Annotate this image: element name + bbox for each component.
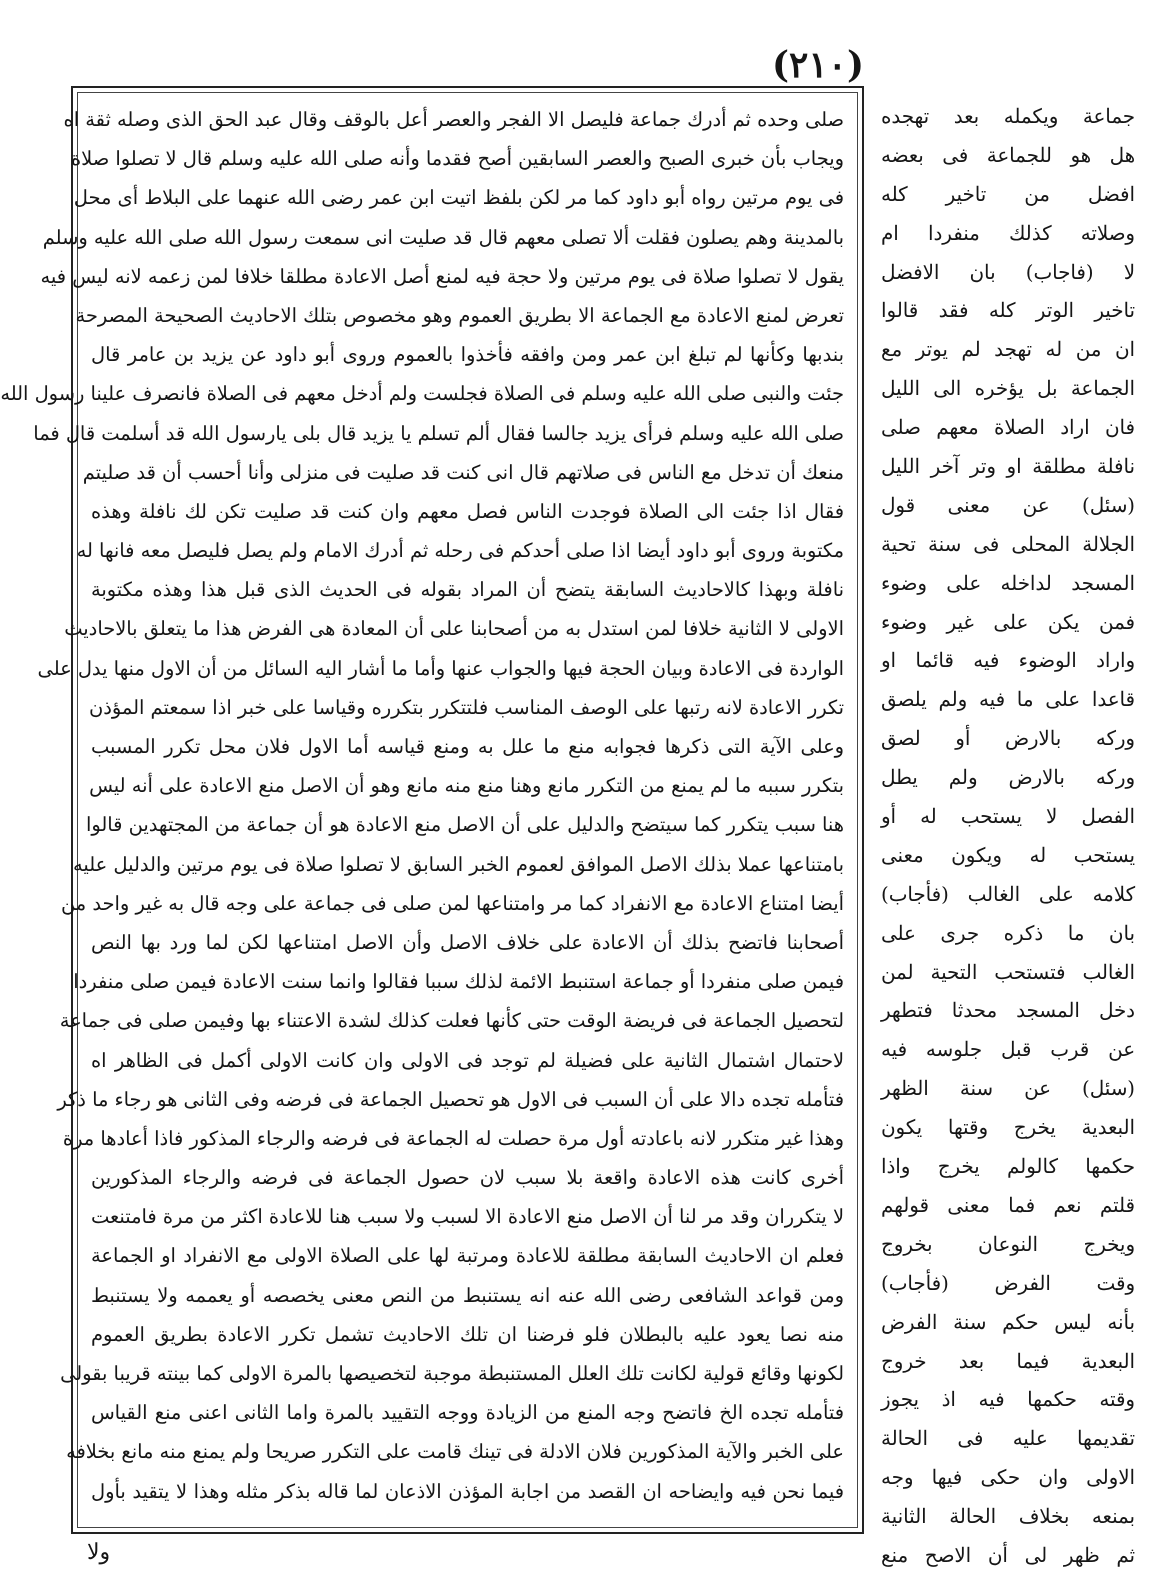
margin-text-line: الفصل لا يستحب له أو: [881, 805, 1135, 829]
main-text-line: هنا سبب يتكرر كما سيتضح والدليل على أن الاصل منع الاعادة هو أن جماعة من المجتهدين قالوا: [85, 813, 844, 837]
margin-text-line: (سئل) عن معنى قول: [881, 493, 1135, 517]
margin-text-line: الاولى وان حكى فيها وجه: [881, 1466, 1135, 1490]
margin-text-line: كلامه على الغالب (فأجاب): [881, 882, 1135, 906]
main-text-line: أيضا امتناع الاعادة مع الانفراد كما مر وامتناعها لمن صلى فى جماعة على وجه قال به غير واحد من: [61, 891, 844, 915]
main-text-line: مكتوبة وروى أبو داود أيضا اذا صلى أحدكم فى رحله ثم أدرك الامام ولم يصل فليصل معه فانها له: [76, 539, 844, 563]
margin-text-line: فمن يكن على غير وضوء: [881, 610, 1135, 634]
main-text-line: لاحتمال اشتمال الثانية على فضيلة لم توجد فى الاولى وان كانت الاولى أكمل فى الظاهر اه: [91, 1048, 844, 1072]
main-text-line: بندبها وكأنها لم تبلغ ابن عمر ومن وافقه فأخذوا بالعموم وروى أبو داود عن يزيد بن عامر قال: [91, 343, 844, 367]
main-text-line: لا يتكرران وقد مر لنا أن الاصل منع الاعادة الا لسبب ولا سبب هنا للاعادة اكثر من مرة فامتنعت: [91, 1205, 844, 1229]
main-text-line: جئت والنبى صلى الله عليه وسلم فى الصلاة فجلست ولم أدخل معهم فى الصلاة فانصرف علينا رسول الله: [0, 382, 844, 406]
margin-text-line: وركه بالارض أو لصق: [881, 727, 1135, 751]
margin-text-line: دخل المسجد محدثا فتطهر: [881, 999, 1135, 1023]
margin-commentary: [881, 98, 1135, 1567]
margin-text-line: المسجد لداخله على وضوء: [881, 571, 1135, 595]
main-text-line: منه نصا يعود عليه بالبطلان فلو فرضنا ان تلك الاحاديث تشمل تكرر الاعادة بطريق العموم: [91, 1322, 844, 1346]
main-text-line: تعرض لمنع الاعادة مع الجماعة الا بطريق العموم وهو مخصوص بتلك الاحاديث الصحيحة المصرحة: [75, 303, 844, 327]
margin-text-line: الجلالة المحلى فى سنة تحية: [881, 532, 1135, 556]
margin-text-line: ثم ظهر لى أن الاصح منع: [881, 1543, 1135, 1567]
main-text-line: فيما نحن فيه وايضاحه ان القصد من اجابة المؤذن الاذعان لما قاله بذكر مثله وهذا لا يتقيد بأول: [91, 1479, 844, 1503]
main-text-frame: [0, 86, 864, 1534]
margin-text-line: الجماعة بل يؤخره الى الليل: [881, 377, 1135, 401]
main-text-line: ومن قواعد الشافعى رضى الله عنه انه يستنبط من النص معنى يخصصه أو يعممه ولا يستنبط: [91, 1283, 844, 1307]
main-text-line: نافلة وبهذا كالاحاديث السابقة يتضح أن المراد بقوله فى الحديث الذى قبل هذا وهذه مكتوبة: [91, 578, 844, 602]
margin-text-line: تقديمها عليه فى الحالة: [881, 1427, 1135, 1451]
main-text-line: تكرر الاعادة لانه رتبها على الوصف المناسب فلتتكرر بتكرره وقياسا على خبر اذا سمعتم المؤذن: [89, 695, 844, 719]
catchword: ولا: [87, 1540, 111, 1565]
margin-text-line: هل هو للجماعة فى بعضه: [881, 143, 1135, 167]
main-text-line: فعلم ان الاحاديث السابقة مطلقة للاعادة ومرتبة لها على الصلاة الاولى مع الانفراد او الجماعة: [91, 1244, 844, 1268]
margin-text-line: بمنعه بخلاف الحالة الثانية: [881, 1505, 1135, 1529]
main-text-line: لكونها وقائع قولية لكانت تلك العلل المستنبطة موجبة لتخصيصها بالمرة الاولى كما بينته قريبا بقولى: [60, 1362, 844, 1385]
margin-text-line: وقته حكمها فيه اذ يجوز: [881, 1388, 1135, 1412]
main-text-line: فقال اذا جئت الى الصلاة فوجدت الناس فصل معهم وان كنت قد صليت تكن لك نافلة وهذه: [91, 499, 844, 523]
main-text-line: بالمدينة وهم يصلون فقلت ألا تصلى معهم قال قد صليت انى سمعت رسول الله صلى الله عليه وسلم: [42, 225, 844, 249]
main-text-line: الاولى لا الثانية خلافا لمن استدل به من أصحابنا على أن المعادة هى الفرض هذا ما يتعلق بالاحاديث: [64, 617, 844, 641]
margin-text-line: البعدية فيما بعد خروج: [881, 1349, 1135, 1373]
main-text-line: على الخبر والآية المذكورين فلان الادلة فى تينك قامت على التكرر صريحا ولم يمنع منه مانع بخلافه: [66, 1440, 844, 1464]
main-text-line: أخرى كانت هذه الاعادة واقعة بلا سبب لان حصول الجماعة فى فرضه والرجاء المذكورين: [91, 1166, 844, 1190]
margin-text-line: تاخير الوتر كله فقد قالوا: [881, 299, 1135, 323]
main-text-line: فيمن صلى منفردا أو جماعة استنبط الائمة لذلك سببا فقالوا وانما سنت الاعادة فيمن صلى منفردا: [73, 970, 844, 994]
main-text-body: [0, 100, 844, 1524]
margin-text-line: ويخرج النوعان بخروج: [881, 1232, 1135, 1256]
main-text-line: فتأمله تجده الخ فاتضح وجه المنع من الزيادة ووجه التقييد بالمرة واما الثانى اعنى منع القياس: [91, 1401, 844, 1425]
main-text-line: ويجاب بأن خبرى الصبح والعصر السابقين أصح فقدما وأنه صلى الله عليه وسلم قال لا تصلوا صلاة: [71, 147, 844, 171]
main-text-line: صلى وحده ثم أدرك جماعة فليصل الا الفجر والعصر أعل بالوقف وقال عبد الحق الذى وصله ثقة اه: [63, 108, 844, 131]
margin-text-line: يستحب له ويكون معنى: [881, 843, 1135, 867]
margin-text-line: بان ما ذكره جرى على: [881, 921, 1135, 945]
main-text-line: منعك أن تدخل مع الناس فى صلاتهم قال انى كنت قد صليت فى منزلى وأنا أحسب أن قد صليتم: [82, 460, 844, 484]
page-number: (٢١٠): [771, 44, 865, 86]
margin-text-line: ان من له تهجد لم يوتر مع: [881, 338, 1135, 362]
margin-text-line: لا (فاجاب) بان الافضل: [881, 260, 1135, 284]
margin-text-line: جماعة ويكمله بعد تهجده: [881, 105, 1135, 128]
main-text-line: وهذا غير متكرر لانه باعادته أول مرة حصلت له الجماعة فى فرضه والرجاء المذكور فاذا أعادها مرة: [62, 1126, 844, 1150]
main-text-line: صلى الله عليه وسلم فرأى يزيد جالسا فقال ألم تسلم يا يزيد قال بلى يارسول الله قد أسلمت قال فما: [33, 421, 844, 445]
margin-text-line: البعدية يخرج وقتها يكون: [881, 1116, 1135, 1140]
margin-text-line: قلتم نعم فما معنى قولهم: [881, 1193, 1135, 1217]
main-text-line: فى يوم مرتين رواه أبو داود كما مر لكن بلفظ اتيت ابن عمر رضى الله عنهما على البلاط أى محل: [73, 186, 844, 210]
margin-text-line: نافلة مطلقة او وتر آخر الليل: [881, 455, 1135, 479]
margin-text-line: واراد الوضوء فيه قائما او: [881, 649, 1135, 673]
main-text-line: بتكرر سببه ما لم يمنع من التكرر مانع وهنا منع منه مانع وهو أن الاصل منع الاعادة على أنه ليس: [89, 774, 844, 798]
margin-text-line: حكمها كالولم يخرج واذا: [881, 1155, 1135, 1179]
margin-text-line: الغالب فتستحب التحية لمن: [881, 960, 1135, 984]
margin-text-line: وقت الفرض (فأجاب): [881, 1271, 1135, 1295]
margin-text-line: (سئل) عن سنة الظهر: [881, 1077, 1135, 1101]
main-text-line: فتأمله تجده دالا على أن السبب فى الاول هو تحصيل الجماعة فى فرضه وفى الثانى هو رجاء ما ذكر: [57, 1087, 844, 1111]
margin-text-line: فان اراد الصلاة معهم صلى: [881, 416, 1135, 440]
main-text-line: وعلى الآية التى ذكرها فجوابه منع ما علل به ومنع قياسه أما الاول فلان محل تكرر المسبب: [91, 735, 844, 758]
main-text-line: لتحصيل الجماعة فى فريضة الوقت حتى كأنها فعلت كذلك لشدة الاعتناء بها وفيمن صلى فى جماعة: [59, 1009, 844, 1033]
margin-text-line: قاعدا على ما فيه ولم يلصق: [881, 688, 1135, 712]
margin-text-line: بأنه ليس حكم سنة الفرض: [881, 1310, 1135, 1334]
margin-text-line: افضل من تاخير كله: [881, 182, 1135, 206]
margin-text-line: عن قرب قبل جلوسه فيه: [881, 1038, 1135, 1062]
main-text-line: أصحابنا فاتضح بذلك أن الاعادة على خلاف الاصل وأن الاصل امتناعها لكن لما ورد بها النص: [91, 930, 844, 954]
main-text-line: الواردة فى الاعادة وبيان الحجة فيها والجواب عنها وأما ما أشار اليه السائل من أن الاول منها يدل على: [37, 656, 844, 680]
margin-text-line: وصلاته كذلك منفردا ام: [881, 221, 1135, 245]
main-text-line: بامتناعها عملا بذلك الاصل الموافق لعموم الخبر السابق لا تصلوا صلاة فى يوم مرتين والدليل عليه: [73, 852, 844, 876]
margin-text-line: وركه بالارض ولم يطل: [881, 766, 1135, 790]
main-text-line: يقول لا تصلوا صلاة فى يوم مرتين ولا حجة فيه لمنع أصل الاعادة مطلقا خلافا لمن زعمه لانه ليس فيه: [40, 264, 844, 288]
